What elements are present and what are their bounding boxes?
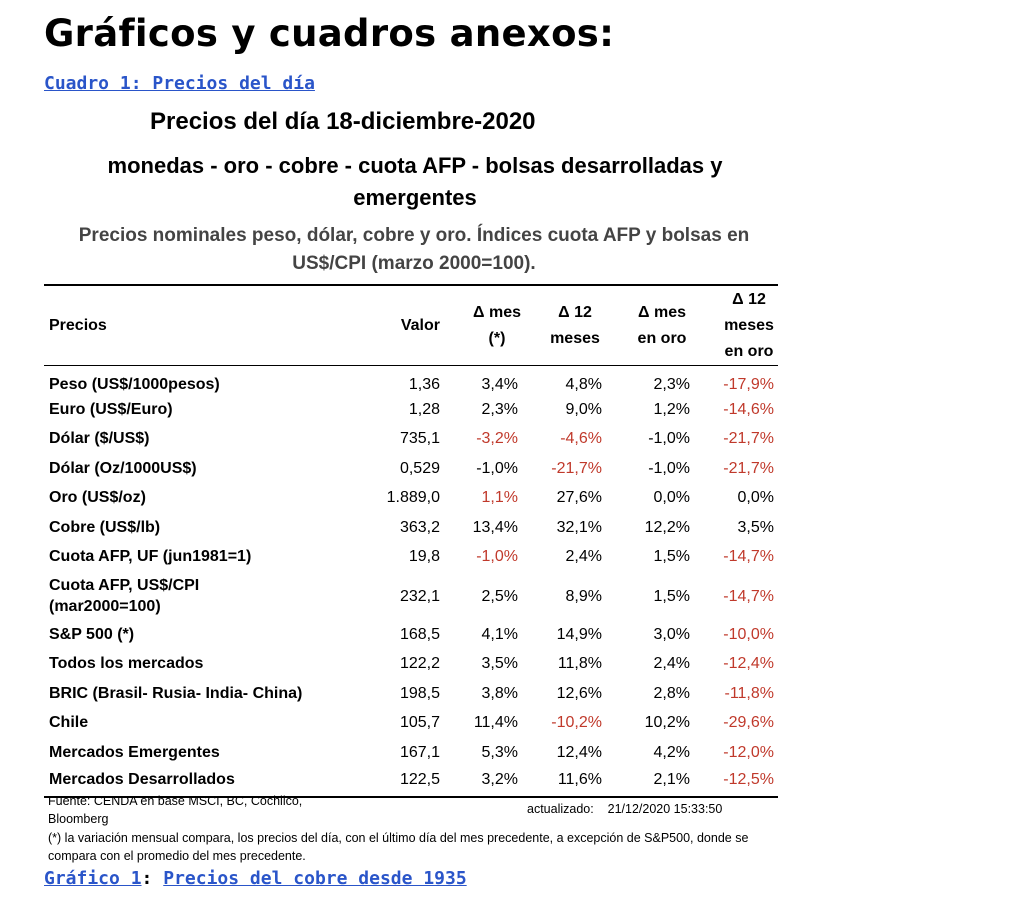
- cell-valor: 735,1: [399, 430, 440, 448]
- cell-mes-oro: 10,2%: [644, 714, 690, 732]
- cell-mes: -1,0%: [476, 548, 518, 566]
- table-row: [44, 425, 778, 455]
- row-label: Cuota AFP, US$/CPI (mar2000=100): [49, 577, 200, 615]
- grafico-1-title-link[interactable]: Precios del cobre desde 1935: [163, 868, 467, 889]
- cell-valor: 1,36: [408, 375, 440, 393]
- cell-valor: 167,1: [399, 743, 440, 761]
- table-row: [44, 543, 778, 573]
- cell-m12: 9,0%: [565, 400, 602, 418]
- table-row: [44, 366, 778, 396]
- cell-mes: -3,2%: [476, 430, 518, 448]
- cell-valor: 105,7: [399, 714, 440, 732]
- cell-valor: 1.889,0: [386, 489, 440, 507]
- cell-valor: 363,2: [399, 518, 440, 536]
- cell-m12-oro: -21,7%: [723, 459, 774, 477]
- cell-mes: 2,3%: [481, 400, 518, 418]
- cell-valor: 19,8: [408, 548, 440, 566]
- row-label: Oro (US$/oz): [49, 489, 146, 507]
- cell-m12-oro: -12,0%: [723, 743, 774, 761]
- row-label: Cobre (US$/lb): [49, 518, 161, 536]
- table-row: [44, 395, 778, 425]
- cell-m12: 11,6%: [522, 768, 606, 798]
- cell-m12: -21,7%: [551, 459, 602, 477]
- grafico-1-line: [44, 868, 467, 889]
- row-label: Mercados Desarrollados: [44, 768, 362, 798]
- cell-mes: 3,4%: [481, 375, 518, 393]
- cell-mes-oro: 12,2%: [644, 518, 690, 536]
- cell-m12-oro: -11,8%: [724, 684, 774, 702]
- row-label: Dólar (Oz/1000US$): [49, 459, 197, 477]
- cell-valor: 198,5: [399, 684, 440, 702]
- row-label: Todos los mercados: [49, 655, 204, 673]
- cell-mes-oro: 2,4%: [653, 655, 690, 673]
- cell-valor: 0,529: [399, 459, 440, 477]
- table-row: [44, 620, 778, 650]
- table-row: [44, 679, 778, 709]
- cell-m12-oro: -14,7%: [723, 548, 774, 566]
- table-row: [44, 454, 778, 484]
- cell-m12: 14,9%: [556, 625, 602, 643]
- footer-note: (*) la variación mensual compara, los precios del día, con el último día del mes precedente, a excepción de S&P500, donde se compara con el promedio del mes precedente.: [48, 831, 749, 863]
- cell-mes-oro: -1,0%: [648, 459, 690, 477]
- table-header-row: [44, 285, 778, 366]
- cell-valor: 122,2: [399, 655, 440, 673]
- header-delta-mes-oro: Δ mes en oro: [606, 285, 694, 366]
- row-label: BRIC (Brasil- Rusia- India- China): [49, 684, 303, 702]
- header-delta-12-meses-oro: Δ 12 meses en oro: [694, 285, 778, 366]
- cell-m12: 8,9%: [565, 587, 602, 605]
- cell-mes-oro: 3,0%: [653, 625, 690, 643]
- cell-valor: 168,5: [399, 625, 440, 643]
- cell-mes: 5,3%: [481, 743, 518, 761]
- cell-m12-oro: -14,6%: [723, 400, 774, 418]
- row-label: Chile: [49, 714, 89, 732]
- cell-mes-oro: 1,5%: [653, 548, 690, 566]
- cell-m12: 12,4%: [556, 743, 602, 761]
- cell-mes-oro: 2,1%: [606, 768, 694, 798]
- cell-m12-oro: -12,4%: [723, 655, 774, 673]
- cell-m12: -4,6%: [560, 430, 602, 448]
- row-label: Dólar ($/US$): [49, 430, 150, 448]
- cell-mes: 4,1%: [481, 625, 518, 643]
- cell-m12-oro: -21,7%: [723, 430, 774, 448]
- cell-mes: 1,1%: [481, 489, 518, 507]
- row-label: Cuota AFP, UF (jun1981=1): [49, 548, 252, 566]
- cell-m12-oro: -10,0%: [723, 625, 774, 643]
- table-title: Precios del día 18-diciembre-2020: [150, 108, 536, 135]
- cell-mes: 13,4%: [472, 518, 518, 536]
- page-title: Gráficos y cuadros anexos:: [44, 12, 615, 55]
- table-row: [44, 484, 778, 514]
- cell-m12-oro: -14,7%: [723, 587, 774, 605]
- cell-m12: 11,8%: [557, 655, 602, 673]
- cell-mes: -1,0%: [476, 459, 518, 477]
- cell-mes-oro: 4,2%: [653, 743, 690, 761]
- grafico-separator: :: [141, 868, 153, 889]
- header-precios: Precios: [44, 285, 362, 366]
- cell-m12-oro: 3,5%: [737, 518, 774, 536]
- cell-mes-oro: 2,3%: [653, 375, 690, 393]
- cell-m12: 2,4%: [565, 548, 602, 566]
- cell-mes: 11,4%: [473, 714, 518, 732]
- cell-mes-oro: 2,8%: [653, 684, 690, 702]
- table-body: [44, 366, 778, 798]
- cell-mes-oro: 1,2%: [653, 400, 690, 418]
- cell-m12-oro: -17,9%: [723, 375, 774, 393]
- row-label: Mercados Emergentes: [49, 743, 220, 761]
- cell-m12: 27,6%: [556, 489, 602, 507]
- row-label: Euro (US$/Euro): [49, 400, 173, 418]
- header-delta-12-meses: Δ 12 meses: [522, 285, 606, 366]
- footer-source: Fuente: CENDA en base MSCI, BC, Cochilco, Bloomberg: [48, 794, 303, 826]
- table-row: [44, 738, 778, 768]
- cell-mes-oro: -1,0%: [648, 430, 690, 448]
- cell-mes: 3,2%: [444, 768, 522, 798]
- row-label: Peso (US$/1000pesos): [49, 375, 220, 393]
- table-row: [44, 513, 778, 543]
- cell-m12-oro: 0,0%: [737, 489, 774, 507]
- table-row: [44, 650, 778, 680]
- cell-m12: 4,8%: [565, 375, 602, 393]
- header-delta-mes: Δ mes (*): [444, 285, 522, 366]
- table-note: Precios nominales peso, dólar, cobre y oro. Índices cuota AFP y bolsas en US$/CPI (marzo 2000=100).: [78, 225, 750, 274]
- prices-table: [44, 284, 778, 798]
- cell-m12-oro: -12,5%: [694, 768, 778, 798]
- cell-valor: 1,28: [408, 400, 440, 418]
- grafico-1-link[interactable]: Gráfico 1: [44, 868, 142, 889]
- cell-mes-oro: 0,0%: [653, 489, 690, 507]
- cell-mes: 3,8%: [481, 684, 518, 702]
- cuadro-1-link[interactable]: Cuadro 1: Precios del día: [44, 73, 315, 94]
- cell-m12: 32,1%: [556, 518, 602, 536]
- cell-valor: 122,5: [362, 768, 444, 798]
- updated-label: actualizado:: [527, 802, 594, 816]
- table-row: [44, 572, 778, 620]
- updated-value: 21/12/2020 15:33:50: [607, 802, 723, 816]
- row-label: S&P 500 (*): [49, 625, 135, 643]
- cell-m12: -10,2%: [551, 714, 602, 732]
- header-valor: Valor: [362, 285, 444, 366]
- table-subtitle: monedas - oro - cobre - cuota AFP - bolsas desarrolladas y emergentes: [107, 153, 723, 210]
- footer-updated: [527, 800, 722, 818]
- cell-valor: 232,1: [399, 587, 440, 605]
- table-row: [44, 709, 778, 739]
- cell-mes: 2,5%: [481, 587, 518, 605]
- cell-mes-oro: 1,5%: [653, 587, 690, 605]
- cell-mes: 3,5%: [481, 655, 518, 673]
- cell-m12: 12,6%: [556, 684, 602, 702]
- cell-m12-oro: -29,6%: [723, 714, 774, 732]
